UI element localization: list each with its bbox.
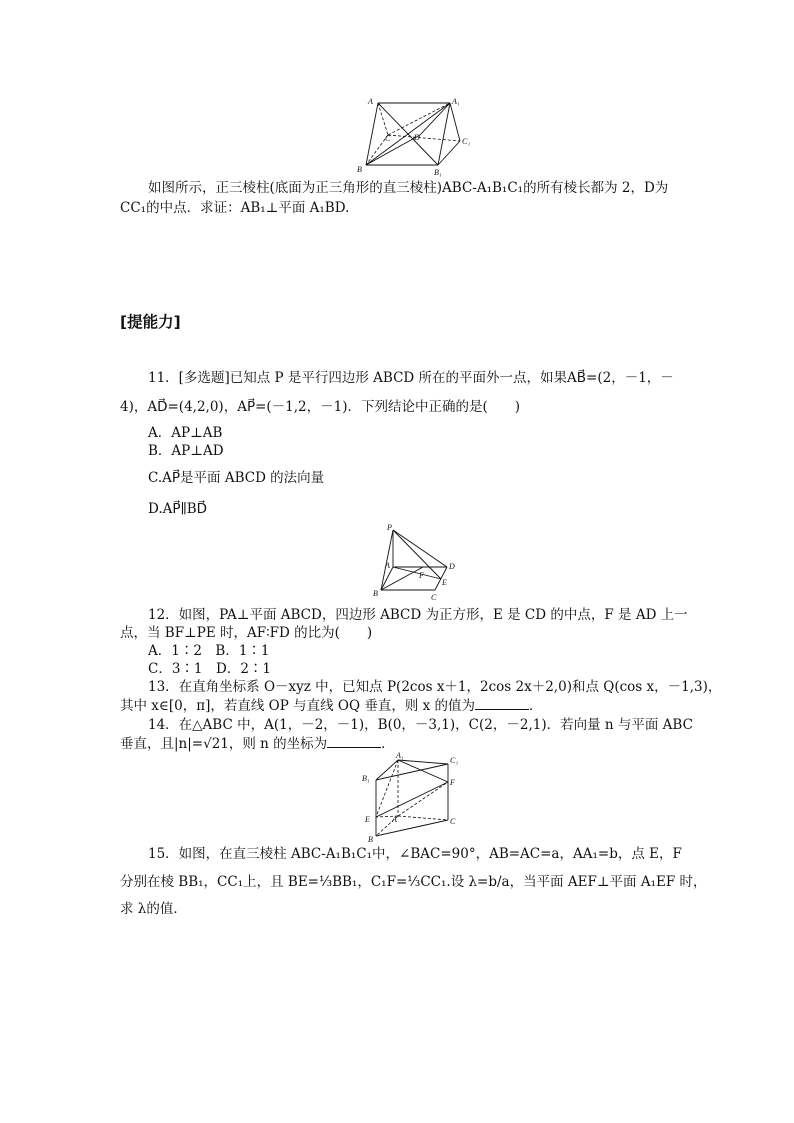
q14-line2 <box>120 735 395 753</box>
label-C: C <box>431 593 437 602</box>
q11-option-b: B．AP⊥AD <box>148 443 224 459</box>
section-title: [提能力] <box>120 313 181 331</box>
label-B: B <box>357 165 362 174</box>
label-C1: C₁ <box>462 137 471 146</box>
label-B1: B₁ <box>362 774 370 783</box>
q11-line1: 11．[多选题]已知点 P 是平行四边形 ABCD 所在的平面外一点，如果AB⃗=(2，－1，－ <box>148 370 674 386</box>
q12-line2: 点，当 BF⊥PE 时，AF∶FD 的比为( ) <box>120 625 373 641</box>
q13-line1: 13．在直角坐标系 O－xyz 中，已知点 P(2cos x＋1，2cos 2x＋2,0)和点 Q(cos x，－1,3)， <box>148 679 722 695</box>
q11-option-a: A．AP⊥AB <box>148 425 223 441</box>
q14-answer-blank[interactable] <box>327 735 381 748</box>
q15-line2: 分别在棱 BB₁，CC₁上，且 BE=⅓BB₁，C₁F=⅓CC₁.设 λ=b/a，当平面 AEF⊥平面 A₁EF 时， <box>120 874 707 890</box>
label-E: E <box>365 815 370 824</box>
q14-line1: 14．在△ABC 中，A(1，－2，－1)，B(0，－3,1)，C(2，－2,1)．若向量 n 与平面 ABC <box>148 717 693 733</box>
prism-figure-q10 <box>350 95 475 175</box>
label-P: P <box>387 523 392 532</box>
label-B1: B₁ <box>434 168 442 177</box>
q12-options-cd: C．3∶1 D．2∶1 <box>148 661 272 677</box>
q13-answer-blank[interactable] <box>475 697 529 710</box>
label-C: C <box>385 134 391 143</box>
label-B: B <box>368 835 373 844</box>
q15-line3: 求 λ的值． <box>120 901 187 917</box>
label-F: F <box>450 778 455 787</box>
q11-line2: 4)，AD⃗=(4,2,0)，AP⃗=(－1,2，－1)．下列结论中正确的是( ) <box>120 399 521 415</box>
label-E: E <box>442 578 447 587</box>
q11-option-c: C.AP⃗是平面 ABCD 的法向量 <box>148 470 325 486</box>
label-B: B <box>373 589 378 598</box>
q11-option-d: D.AP⃗∥BD⃗ <box>148 501 208 517</box>
label-A1: A₁ <box>452 97 460 106</box>
pyramid-figure-q12 <box>365 522 465 602</box>
label-D: D <box>414 133 420 142</box>
label-C1: C₁ <box>450 756 459 765</box>
label-D: D <box>449 562 455 571</box>
label-A1: A₁ <box>396 751 404 760</box>
q12-options-ab: A．1∶2 B．1∶1 <box>148 643 270 659</box>
label-F: F <box>419 571 424 580</box>
q10-line2: CC₁的中点．求证：AB₁⊥平面 A₁BD. <box>120 200 350 216</box>
q12-line1: 12．如图，PA⊥平面 ABCD，四边形 ABCD 为正方形，E 是 CD 的中点，F 是 AD 上一 <box>148 607 688 623</box>
q14-line2-end: ． <box>381 736 395 752</box>
q13-line2 <box>120 697 543 715</box>
q13-line2-text: 其中 x∈[0，π]，若直线 OP 与直线 OQ 垂直，则 x 的值为 <box>120 698 476 714</box>
q10-line1: 如图所示，正三棱柱(底面为正三角形的直三棱柱)ABC-A₁B₁C₁的所有棱长都为 2，D为 <box>148 180 669 196</box>
label-C: C <box>450 817 456 826</box>
q15-line1: 15．如图，在直三棱柱 ABC-A₁B₁C₁中，∠BAC=90°，AB=AC=a，AA₁=b，点 E，F <box>148 846 682 862</box>
label-A: A <box>392 815 397 824</box>
right-prism-figure-q15 <box>358 752 468 844</box>
label-A: A <box>368 97 373 106</box>
q14-line2-text: 垂直，且|n|=√21，则 n 的坐标为 <box>120 736 328 752</box>
q13-line2-end: ． <box>529 698 543 714</box>
label-A: A <box>385 561 390 570</box>
